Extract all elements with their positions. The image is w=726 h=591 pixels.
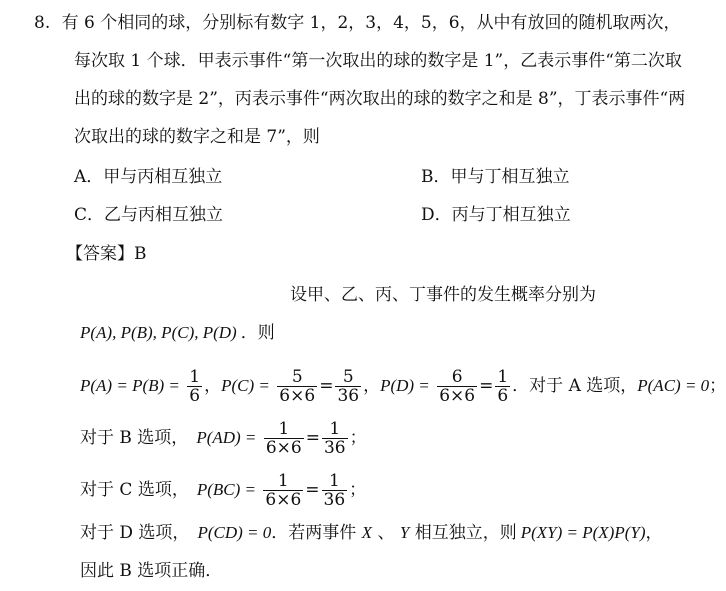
equals: = (319, 376, 334, 396)
option-b-label: B． (421, 167, 451, 187)
event-y: Y (399, 523, 410, 542)
separator: ， (363, 376, 381, 396)
pac-eq: P(AC) = 0 (637, 376, 710, 395)
frac-den: 6×6 (439, 386, 476, 406)
option-d (421, 204, 571, 226)
fraction-1-6b (495, 368, 510, 405)
pa-eq: P(A) = P(B) = (80, 376, 180, 395)
pc-eq: P(C) = (221, 376, 270, 395)
question-number: 8. (34, 13, 51, 33)
independence-text-2: 相互独立，则 (414, 523, 517, 543)
frac-num: 5 (342, 367, 354, 387)
frac-num: 6 (451, 367, 463, 387)
option-b (421, 166, 570, 188)
frac-num: 5 (291, 367, 303, 387)
fraction-1-36c (263, 472, 303, 509)
solution-line-3 (80, 368, 726, 405)
equals: = (479, 376, 494, 396)
fraction-5-36b (335, 368, 361, 405)
solution-events-line (80, 322, 275, 344)
frac-den: 6 (189, 386, 201, 406)
question-stem-4: 次取出的球的数字之和是 7”，则 (74, 127, 320, 147)
then-text: ．则 (240, 323, 275, 343)
semicolon: ； (349, 480, 367, 500)
solution-line-6 (80, 522, 663, 544)
frac-den: 36 (323, 490, 346, 510)
option-d-text: 丙与丁相互独立 (451, 205, 571, 225)
fraction-1-36d (322, 472, 348, 509)
option-a-label: A． (74, 167, 104, 187)
frac-num: 1 (189, 367, 201, 387)
frac-den: 6×6 (279, 386, 316, 406)
frac-num: 1 (277, 471, 289, 491)
solution-line-5 (80, 472, 366, 509)
answer-label: 【答案】 (66, 244, 134, 264)
fraction-1-6 (187, 368, 202, 405)
frac-num: 1 (329, 419, 341, 439)
frac-den: 6×6 (265, 438, 302, 458)
frac-num: 1 (497, 367, 509, 387)
frac-den: 6 (497, 386, 509, 406)
semicolon: ； (349, 428, 367, 448)
pcd-eq: P(CD) = 0 (197, 523, 272, 542)
equals: = (305, 480, 320, 500)
option-c-check: 对于 C 选项， (80, 480, 189, 500)
question-line-1 (34, 12, 681, 34)
pad-eq: P(AD) = (196, 428, 257, 447)
solution-conclusion: 因此 B 选项正确． (80, 561, 223, 581)
option-a-text: 甲与丙相互独立 (103, 167, 223, 187)
option-c-text: 乙与丙相互独立 (104, 205, 224, 225)
option-d-check: 对于 D 选项， (80, 523, 190, 543)
option-c (74, 204, 223, 226)
pbc-eq: P(BC) = (196, 480, 256, 499)
frac-den: 6×6 (265, 490, 302, 510)
question-stem-3: 出的球的数字是 2”，丙表示事件“两次取出的球的数字之和是 8”，丁表示事件“两 (74, 89, 686, 109)
semicolon: ； (709, 376, 726, 396)
frac-num: 1 (278, 419, 290, 439)
option-b-text: 甲与丁相互独立 (450, 167, 570, 187)
independence-text: ．若两事件 (271, 523, 357, 543)
fraction-5-36a (277, 368, 317, 405)
question-stem-1: 有 6 个相同的球，分别标有数字 1，2，3，4，5，6，从中有放回的随机取两次， (61, 13, 681, 33)
fraction-1-36a (264, 420, 304, 457)
separator: 、 (377, 523, 395, 543)
frac-den: 36 (323, 438, 346, 458)
option-d-label: D． (421, 205, 452, 225)
solution-intro: 设甲、乙、丙、丁事件的发生概率分别为 (290, 285, 596, 305)
option-a-check: ．对于 A 选项， (512, 376, 638, 396)
separator: ， (204, 376, 222, 396)
option-b-check: 对于 B 选项， (80, 428, 189, 448)
option-a (74, 166, 222, 188)
pxy-eq: P(XY) = P(X)P(Y) (520, 523, 646, 542)
fraction-1-36b (322, 420, 348, 457)
question-stem-2: 每次取 1 个球．甲表示事件“第一次取出的球的数字是 1”，乙表示事件“第二次取 (74, 51, 682, 71)
comma: ， (645, 523, 663, 543)
option-c-label: C． (74, 205, 105, 225)
pd-eq: P(D) = (380, 376, 430, 395)
equals: = (305, 428, 320, 448)
fraction-6-36 (437, 368, 477, 405)
answer (66, 243, 147, 265)
frac-num: 1 (328, 471, 340, 491)
events-formula: P(A), P(B), P(C), P(D) (80, 323, 237, 342)
solution-line-4 (80, 420, 367, 457)
frac-den: 36 (337, 386, 360, 406)
event-x: X (361, 523, 373, 542)
answer-value: B (134, 244, 147, 264)
